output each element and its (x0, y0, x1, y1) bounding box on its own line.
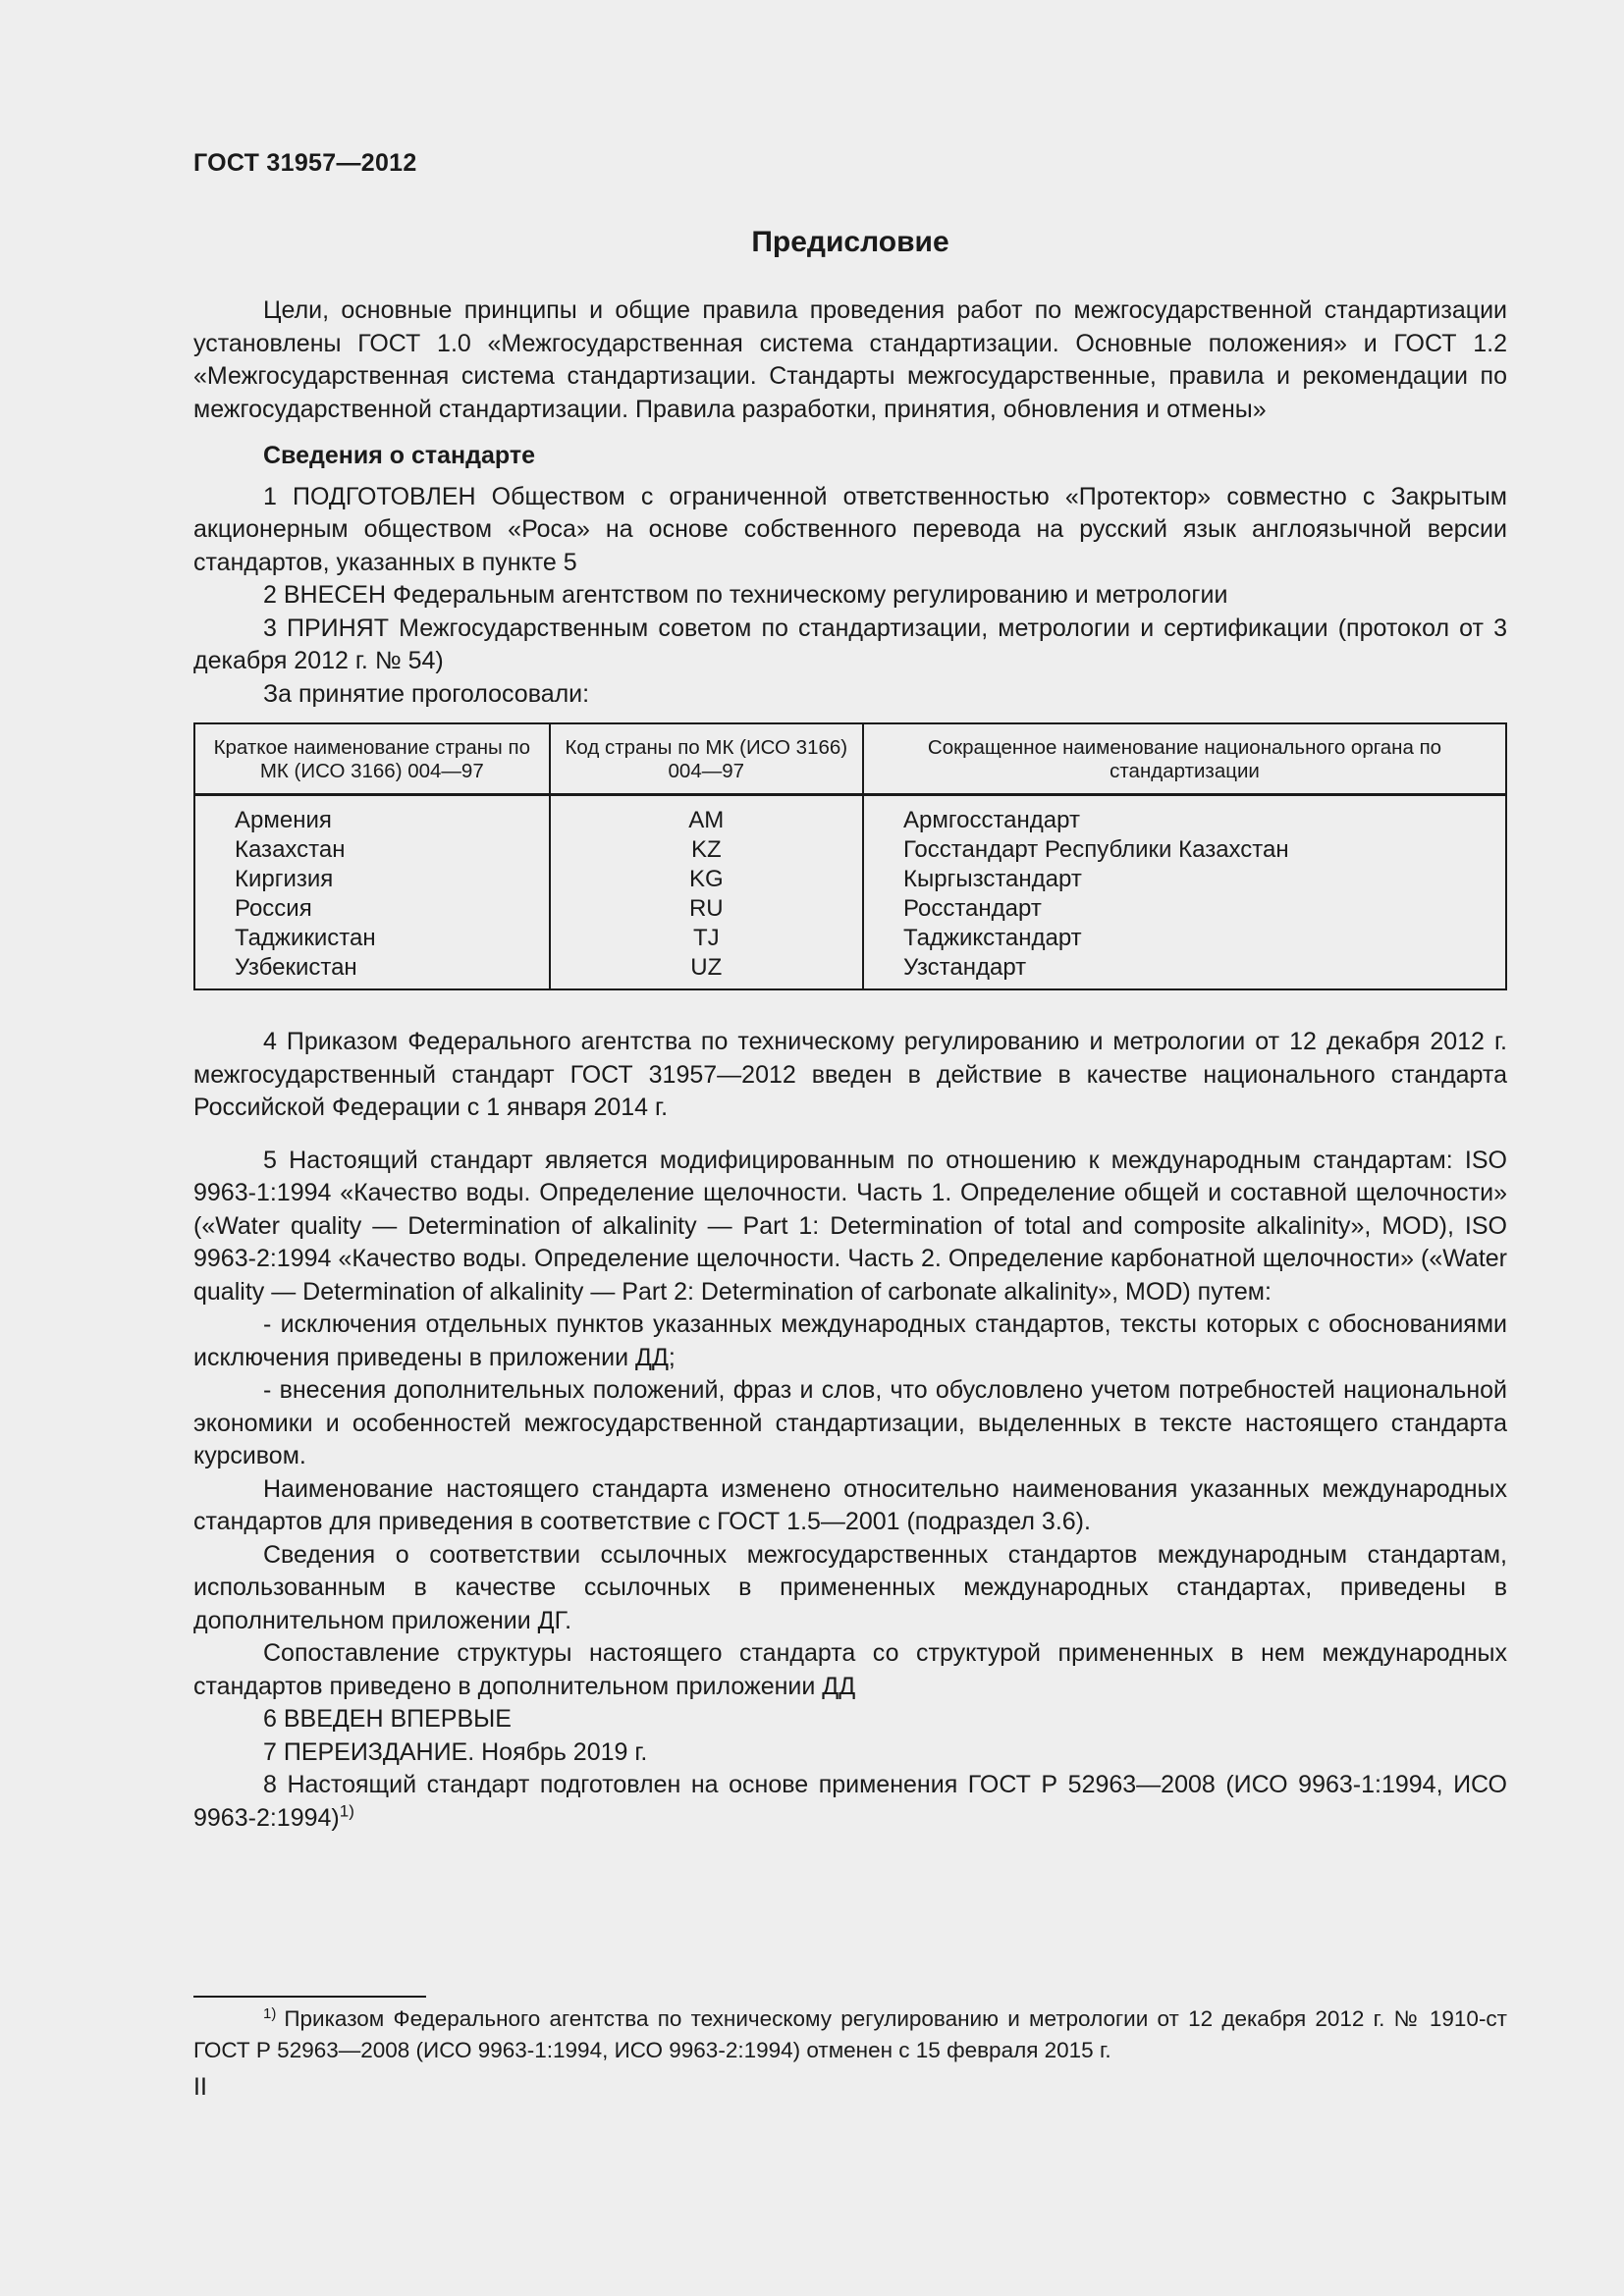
country-cell: Киргизия (235, 866, 334, 892)
body-cell: Госстандарт Республики Казахстан (863, 835, 1506, 865)
footnote-reference[interactable]: 1) (339, 1801, 354, 1821)
info-item-1: 1 ПОДГОТОВЛЕН Обществом с ограниченной ответственностью «Протектор» совместно с Закрытым акционерным обществом «Роса» на основе собственного перевода на русский язык англоязычной версии стандартов, указанных в пункте 5 (193, 482, 1507, 576)
preface-content (193, 294, 1507, 1835)
table-row (194, 865, 1506, 894)
country-cell: Армения (235, 807, 332, 833)
code-cell: KG (550, 865, 863, 894)
table-row (194, 835, 1506, 865)
vote-intro: За принятие проголосовали: (263, 679, 590, 708)
footnote-divider (193, 1996, 426, 1998)
code-cell: TJ (550, 924, 863, 953)
page-number: II (193, 2073, 207, 2101)
country-cell: Таджикистан (235, 925, 376, 951)
country-cell: Россия (235, 895, 312, 922)
info-item-5-exclusions: - исключения отдельных пунктов указанных международных стандартов, тексты которых с обоснованиями исключения приведены в приложении ДД; (193, 1310, 1507, 1371)
code-cell: RU (550, 894, 863, 924)
info-item-5-structure: Сопоставление структуры настоящего стандарта со структурой примененных в нем международных стандартов приведено в дополнительном приложении ДД (193, 1639, 1507, 1700)
info-item-5-references: Сведения о соответствии ссылочных межгосударственных стандартов международным стандартам, использованным в качестве ссылочных в примененных международных стандартах, приведены в дополнительном приложении ДГ. (193, 1540, 1507, 1634)
standard-info-heading: Сведения о стандарте (263, 442, 536, 469)
header-body: Сокращенное наименование национального органа по стандартизации (863, 723, 1506, 795)
body-cell: Кыргызстандарт (863, 865, 1506, 894)
footnote-text: Приказом Федерального агентства по техническому регулированию и метрологии от 12 декабря 2012 г. № 1910-ст ГОСТ Р 52963—2008 (ИСО 9963-1:1994, ИСО 9963-2:1994) отменен с 15 февраля 2015 г. (193, 2006, 1507, 2062)
info-item-7: 7 ПЕРЕИЗДАНИЕ. Ноябрь 2019 г. (263, 1737, 648, 1766)
footnote-mark: 1) (263, 2004, 277, 2022)
table-row (194, 953, 1506, 989)
info-item-5-title-note: Наименование настоящего стандарта изменено относительно наименования указанных международных стандартов для приведения в соответствие с ГОСТ 1.5—2001 (подраздел 3.6). (193, 1474, 1507, 1535)
code-cell: KZ (550, 835, 863, 865)
document-code: ГОСТ 31957—2012 (193, 149, 417, 177)
table-row (194, 894, 1506, 924)
body-cell: Узстандарт (863, 953, 1506, 989)
info-item-5-additions: - внесения дополнительных положений, фраз и слов, что обусловлено учетом потребностей национальной экономики и особенностей межгосударственной стандартизации, выделенных в тексте настоящего стандарта курсивом. (193, 1376, 1507, 1469)
table-header-row (194, 723, 1506, 795)
preface-title: Предисловие (751, 226, 949, 258)
info-item-5: 5 Настоящий стандарт является модифицированным по отношению к международным стандартам: ISO 9963-1:1994 «Качество воды. Определение щелочности. Часть 1. Определение общей и составной щелочности» («Water quality — Determination of alkalinity — Part 1: Determination of total and composite alkalinity», MOD), ISO 9963-2:1994 «Качество воды. Определение щелочности. Часть 2. Определение карбонатной щелочности» («Water quality — Determination of alkalinity — Part 2: Determination of carbonate alkalinity», MOD) путем: (193, 1146, 1507, 1306)
table-row (194, 795, 1506, 836)
body-cell: Росстандарт (863, 894, 1506, 924)
info-item-8-text: 8 Настоящий стандарт подготовлен на основе применения ГОСТ Р 52963—2008 (ИСО 9963-1:1994, ИСО 9963-2:1994) (193, 1771, 1507, 1832)
preface-intro: Цели, основные принципы и общие правила проведения работ по межгосударственной стандартизации установлены ГОСТ 1.0 «Межгосударственная система стандартизации. Основные положения» и ГОСТ 1.2 «Межгосударственная система стандартизации. Стандарты межгосударственные, правила и рекомендации по межгосударственной стандартизации. Правила разработки, принятия, обновления и отмены» (193, 296, 1507, 423)
header-country: Краткое наименование страны по МК (ИСО 3166) 004—97 (194, 723, 550, 795)
footnote (193, 2003, 1507, 2066)
info-item-3: 3 ПРИНЯТ Межгосударственным советом по стандартизации, метрологии и сертификации (протокол от 3 декабря 2012 г. № 54) (193, 614, 1507, 674)
table-row (194, 924, 1506, 953)
country-cell: Казахстан (235, 836, 346, 863)
header-code: Код страны по МК (ИСО 3166) 004—97 (550, 723, 863, 795)
code-cell: AM (550, 795, 863, 836)
info-item-6: 6 ВВЕДЕН ВПЕРВЫЕ (263, 1705, 512, 1733)
info-item-8 (193, 1769, 1507, 1835)
info-item-4: 4 Приказом Федерального агентства по техническому регулированию и метрологии от 12 декабря 2012 г. межгосударственный стандарт ГОСТ 31957—2012 введен в действие в качестве национального стандарта Российской Федерации с 1 января 2014 г. (193, 1028, 1507, 1121)
info-item-2: 2 ВНЕСЕН Федеральным агентством по техническому регулированию и метрологии (263, 581, 1228, 609)
country-cell: Узбекистан (235, 954, 357, 981)
voting-countries-table (193, 722, 1507, 990)
code-cell: UZ (550, 953, 863, 989)
body-cell: Армгосстандарт (863, 795, 1506, 836)
body-cell: Таджикстандарт (863, 924, 1506, 953)
